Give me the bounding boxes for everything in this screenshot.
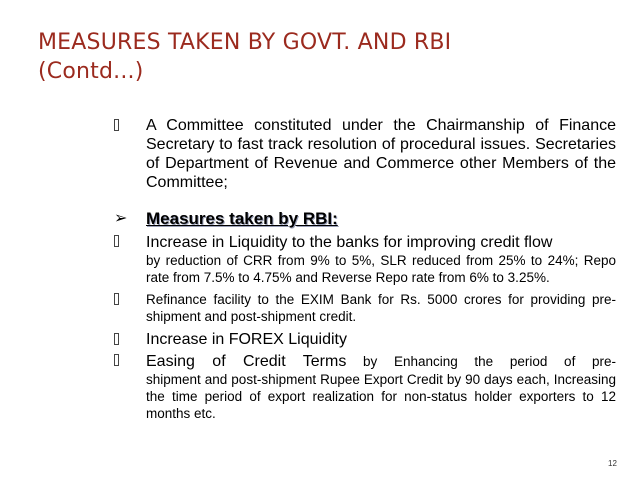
liquidity-lead: Increase in Liquidity to the banks for improving credit flow [146,234,553,251]
credit-terms-lead: Easing of Credit Terms [146,353,347,370]
list-item-rbi-heading [114,208,616,230]
arrow-bullet-icon: ➢ [114,208,128,227]
credit-terms-lead-tail: by Enhancing the period of pre- [346,354,617,369]
list-item-refinance [114,291,616,325]
page-number: 12 [608,459,617,468]
title-line-2: (Contd...) [38,59,144,84]
forex-text: Increase in FOREX Liquidity [146,331,347,348]
rbi-heading: Measures taken by RBI: [146,209,338,228]
list-item-liquidity [114,233,616,286]
credit-terms-text: shipment and post-shipment Rupee Export Credit by 90 days each, Increasing the time period of export realization for non-status holder exporters to 12 months etc. [146,372,616,421]
slide-title [38,28,598,86]
refinance-text: Refinance facility to the EXIM Bank for Rs. 5000 crores for providing pre-shipment and post-shipment credit. [146,292,616,324]
list-item-committee [114,116,616,192]
list-item-credit-terms [114,352,616,422]
title-line-1: MEASURES TAKEN BY GOVT. AND RBI [38,30,452,55]
bullet-list [114,116,616,422]
box-bullet-icon [114,233,128,252]
liquidity-text: by reduction of CRR from 9% to 5%, SLR reduced from 25% to 24%; Repo rate from 7.5% to 4.75% and Reverse Repo rate from 6% to 3.25%. [146,253,616,285]
box-bullet-icon [114,330,128,349]
box-bullet-icon [114,352,128,371]
box-bullet-icon [114,116,128,135]
committee-text: A Committee constituted under the Chairmanship of Finance Secretary to fast track resolution of procedural issues. Secretaries of Department of Revenue and Commerce other Members of the Committee; [146,117,616,191]
box-bullet-icon [114,291,128,310]
list-item-forex [114,330,616,349]
